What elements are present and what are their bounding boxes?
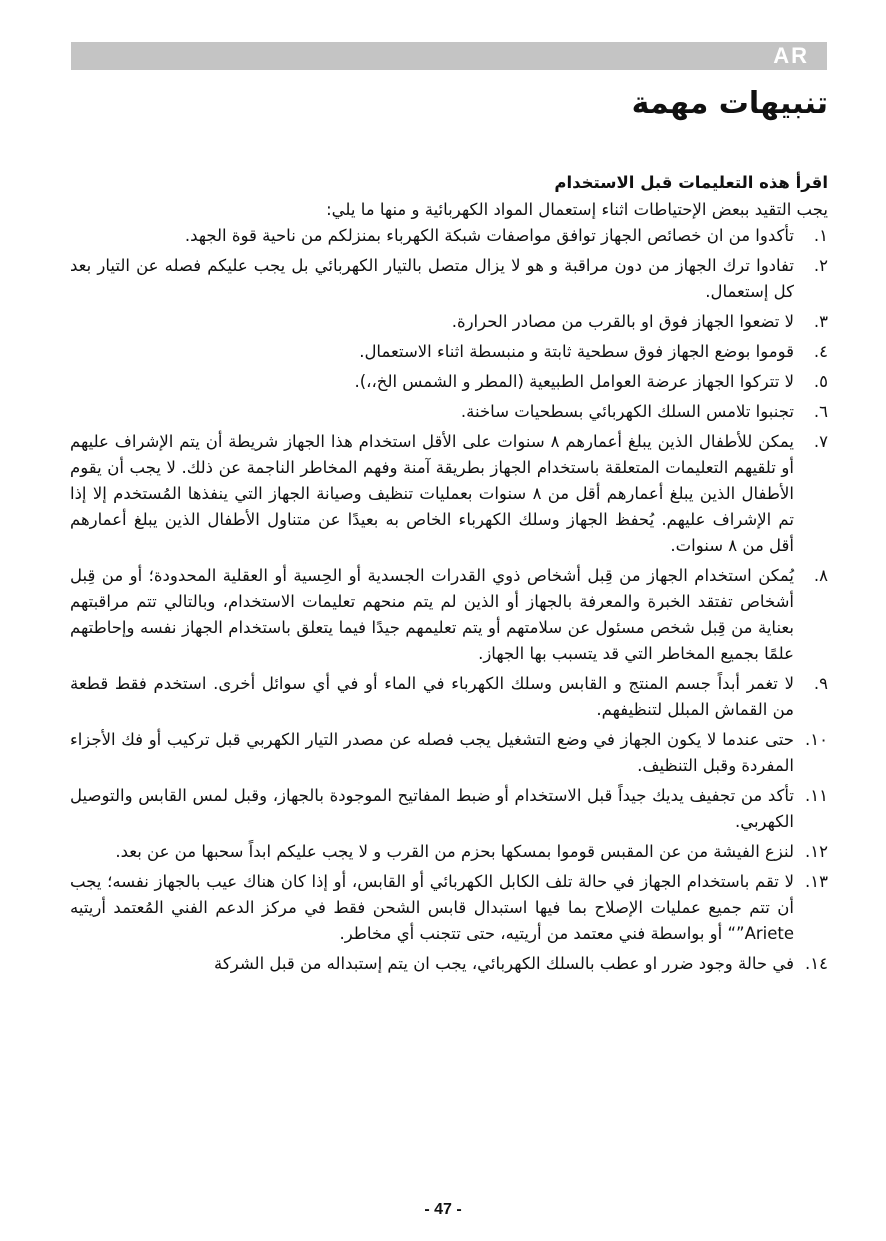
list-item: [70, 671, 828, 723]
page-number: - 47 -: [424, 1201, 462, 1218]
list-item: [70, 429, 828, 559]
item-number: ٩.: [813, 674, 828, 693]
item-number: ٤.: [813, 342, 828, 361]
list-item: [70, 309, 828, 335]
item-number: ٣.: [813, 312, 828, 331]
list-item: [70, 839, 828, 865]
item-text: تأكد من تجفيف يديك جيداً قبل الاستخدام أو ضبط المفاتيح الموجودة بالجهاز، وقبل لمس القابس والتوصيل الكهربي.: [70, 786, 794, 831]
language-header-bar: [71, 42, 827, 70]
item-text: لا تضعوا الجهاز فوق او بالقرب من مصادر الحرارة.: [451, 312, 794, 331]
intro-text: يجب التقيد ببعض الإحتياطات اثناء إستعمال المواد الكهربائية و منها ما يلي:: [326, 200, 828, 219]
item-number: ١٤.: [805, 954, 828, 973]
item-number: ٦.: [813, 402, 828, 421]
warnings-list: [70, 223, 828, 977]
item-text: لنزع الفيشة من عن المقبس قوموا بمسكها بحزم من القرب و لا يجب عليكم ابداً سحبها من عن بعد.: [115, 842, 794, 861]
item-text: لا تغمر أبداً جسم المنتج و القابس وسلك الكهرباء في الماء أو في أي سوائل أخرى. استخدم فقط قطعة من القماش المبلل لتنظيفهم.: [70, 674, 794, 719]
item-text: تفادوا ترك الجهاز من دون مراقبة و هو لا يزال متصل بالتيار الكهربائي بل يجب عليكم فصله عن التيار بعد كل إستعمال.: [70, 256, 794, 301]
item-text: قوموا بوضع الجهاز فوق سطحية ثابتة و منبسطة اثناء الاستعمال.: [359, 342, 794, 361]
item-text: تجنبوا تلامس السلك الكهربائي بسطحيات ساخنة.: [460, 402, 794, 421]
list-item: [70, 339, 828, 365]
item-number: ٥.: [813, 372, 828, 391]
item-number: ١٢.: [805, 842, 828, 861]
item-text: يمكن للأطفال الذين يبلغ أعمارهم ٨ سنوات على الأقل استخدام هذا الجهاز شريطة أن يتم الإشراف عليهم أو تلقيهم التعليمات المتعلقة باستخدام الجهاز بطريقة آمنة وفهم المخاطر الناجمة عن ذلك. لا يجب أن يقوم الأطفال الذين يبلغ أعمارهم أقل من ٨ سنوات بعمليات تنظيف وصيانة الجهاز التي ينفذها المُستخدم إلا إذا تم الإشراف عليهم. يُحفظ الجهاز وسلك الكهرباء الخاص به بعيدًا عن متناول الأطفال الذين يبلغ أعمارهم أقل من ٨ سنوات.: [70, 432, 794, 555]
item-text: حتى عندما لا يكون الجهاز في وضع التشغيل يجب فصله عن مصدر التيار الكهربي قبل تركيب أو فك الأجزاء المفردة وقبل التنظيف.: [70, 730, 794, 775]
item-number: ٢.: [813, 256, 828, 275]
item-number: ١٣.: [805, 872, 828, 891]
item-number: ١٠.: [805, 730, 828, 749]
list-item: [70, 399, 828, 425]
list-item: [70, 869, 828, 947]
item-text: في حالة وجود ضرر او عطب بالسلك الكهربائي، يجب ان يتم إستبداله من قبل الشركة: [214, 954, 794, 973]
item-text: يُمكن استخدام الجهاز من قِبل أشخاص ذوي القدرات الجسدية أو الحِسية أو العقلية المحدودة؛ أو من قِبل أشخاص تفتقد الخبرة والمعرفة بالجهاز أو الذين لم يتم منحهم تعليمات الاستخدام، وبالتالي تتم مراقبتهم بعناية من قِبل شخص مسئول عن سلامتهم أو يتم تعليمهم جيدًا فيما يتعلق باستخدام الجهاز نفسه وإحاطتهم علمًا بجميع المخاطر التي قد يتسبب بها الجهاز.: [70, 566, 794, 663]
list-item: [70, 727, 828, 779]
page-title: تنبيهات مهمة: [631, 86, 828, 121]
item-number: ١.: [813, 226, 828, 245]
list-item: [70, 563, 828, 667]
item-text: تأكدوا من ان خصائص الجهاز توافق مواصفات شبكة الكهرباء بمنزلكم من ناحية قوة الجهد.: [184, 226, 794, 245]
item-number: ١١.: [805, 786, 828, 805]
subheading: اقرأ هذه التعليمات قبل الاستخدام: [554, 173, 828, 192]
list-item: [70, 253, 828, 305]
language-code: AR: [773, 43, 809, 68]
list-item: [70, 783, 828, 835]
item-text: لا تتركوا الجهاز عرضة العوامل الطبيعية (المطر و الشمس الخ،،).: [354, 372, 794, 391]
document-body: [70, 170, 828, 981]
item-number: ٧.: [813, 432, 828, 451]
item-number: ٨.: [813, 566, 828, 585]
list-item: [70, 369, 828, 395]
item-text: لا تقم باستخدام الجهاز في حالة تلف الكابل الكهربائي أو القابس، أو إذا كان هناك عيب بالجهاز نفسه؛ يجب أن تتم جميع عمليات الإصلاح بما فيها استبدال قابس الشحن فقط في مركز الدعم الفني المُعتمد أريتيه Ariete”“ أو بواسطة فني معتمد من أريتيه، حتى تتجنب أي مخاطر.: [70, 872, 794, 943]
list-item: [70, 951, 828, 977]
list-item: [70, 223, 828, 249]
